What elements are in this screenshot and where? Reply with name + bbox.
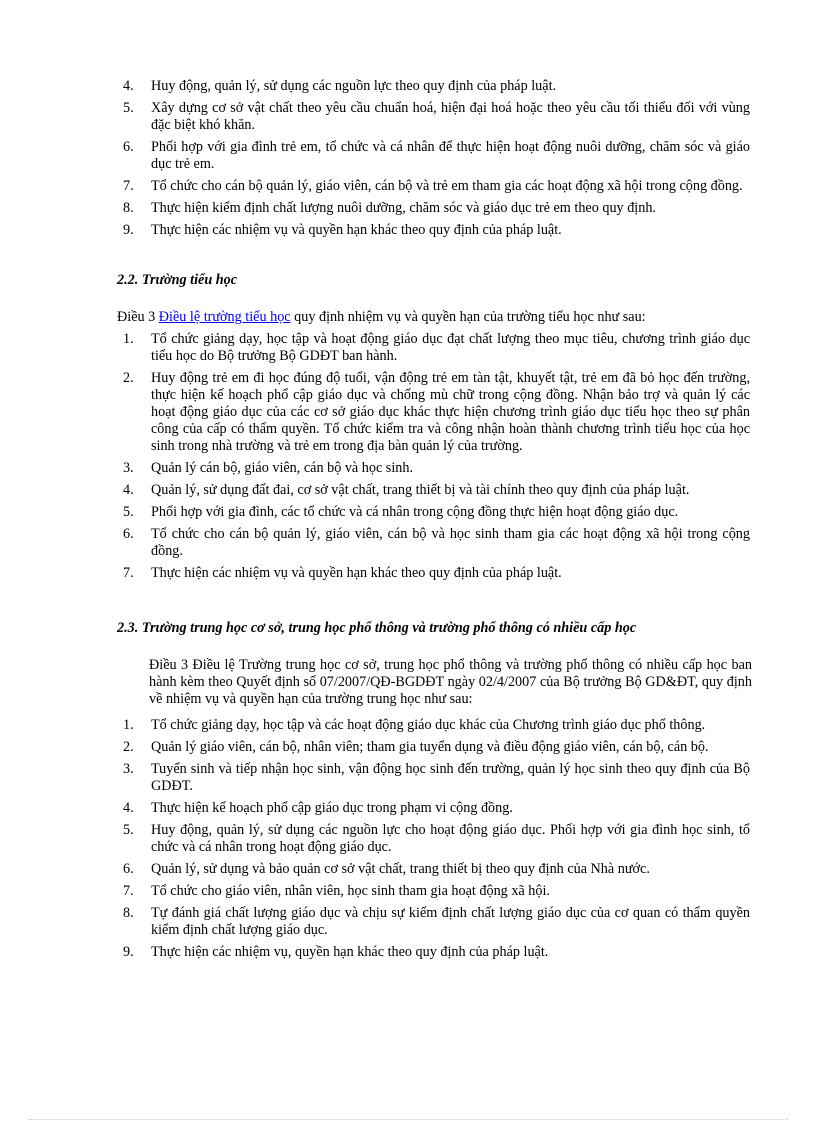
section-heading-primary-school: 2.2. Trường tiểu học [117,272,238,288]
item-number: 9. [123,944,134,960]
list-item [120,883,750,900]
item-number: 8. [123,905,134,921]
list-item [120,200,750,217]
section2-list [120,331,750,587]
item-number: 6. [123,861,134,877]
item-number: 5. [123,100,134,116]
item-text: Thực hiện các nhiệm vụ và quyền hạn khác theo quy định của pháp luật. [151,222,562,238]
item-text: Xây dựng cơ sở vật chất theo yêu cầu chuẩn hoá, hiện đại hoá hoặc theo yêu cầu tối thiểu đối với vùng đặc biệt khó khăn. [151,100,750,133]
section-heading-secondary-school: 2.3. Trường trung học cơ sở, trung học phổ thông và trường phổ thông có nhiều cấp học [117,620,637,636]
list-item [120,331,750,365]
item-number: 7. [123,178,134,194]
item-text: Huy động trẻ em đi học đúng độ tuổi, vận động trẻ em tàn tật, khuyết tật, trẻ em đã bỏ học đến trường, thực hiện kế hoạch phổ cập giáo dục và chống mù chữ trong cộng đồng. Nhận bảo trợ và quản lý các hoạt động giáo dục của các cơ sở giáo dục khác thực hiện chương trình giáo dục tiểu học theo sự phân công của cấp có thẩm quyền. Tổ chức kiểm tra và công nhận hoàn thành chương trình tiểu học của học sinh trong nhà trường và trẻ em trong địa bàn quản lý của trường. [151,370,750,454]
item-text: Tổ chức giảng dạy, học tập và hoạt động giáo dục đạt chất lượng theo mục tiêu, chương trình giáo dục tiểu học do Bộ trưởng Bộ GDĐT ban hành. [151,331,750,364]
item-text: Thực hiện các nhiệm vụ và quyền hạn khác theo quy định của pháp luật. [151,565,562,581]
item-number: 2. [123,370,134,386]
item-number: 7. [123,883,134,899]
item-text: Quản lý, sử dụng đất đai, cơ sở vật chất, trang thiết bị và tài chính theo quy định của pháp luật. [151,482,690,498]
item-number: 9. [123,222,134,238]
list-item [120,370,750,455]
item-number: 8. [123,200,134,216]
list-item [120,761,750,795]
item-text: Huy động, quản lý, sử dụng các nguồn lực cho hoạt động giáo dục. Phối hợp với gia đình học sinh, tổ chức và cá nhân trong hoạt động giáo dục. [151,822,750,855]
item-number: 3. [123,460,134,476]
intro-prefix: Điều 3 [117,309,159,325]
list-item [120,905,750,939]
item-text: Tự đánh giá chất lượng giáo dục và chịu sự kiểm định chất lượng giáo dục của cơ quan có thẩm quyền kiểm định chất lượng giáo dục. [151,905,750,938]
item-number: 1. [123,717,134,733]
item-text: Phối hợp với gia đình trẻ em, tổ chức và cá nhân để thực hiện hoạt động nuôi dưỡng, chăm sóc và giáo dục trẻ em. [151,139,750,172]
item-number: 4. [123,78,134,94]
item-text: Huy động, quản lý, sử dụng các nguồn lực theo quy định của pháp luật. [151,78,557,94]
list-item [120,739,750,756]
item-number: 6. [123,139,134,155]
item-number: 4. [123,482,134,498]
item-number: 7. [123,565,134,581]
list-item [120,526,750,560]
item-number: 4. [123,800,134,816]
item-text: Thực hiện kế hoạch phổ cập giáo dục trong phạm vi cộng đồng. [151,800,513,816]
list-item [120,78,750,95]
item-text: Thực hiện kiểm định chất lượng nuôi dưỡng, chăm sóc và giáo dục trẻ em theo quy định. [151,200,656,216]
list-item [120,944,750,961]
item-text: Quản lý cán bộ, giáo viên, cán bộ và học sinh. [151,460,414,476]
list-item [120,565,750,582]
section2-intro [117,309,753,326]
section1-list [120,78,750,244]
item-number: 5. [123,822,134,838]
item-text: Tổ chức cho cán bộ quản lý, giáo viên, cán bộ và học sinh tham gia các hoạt động xã hội trong cộng đồng. [151,526,750,559]
item-number: 1. [123,331,134,347]
item-text: Quản lý, sử dụng và bảo quản cơ sở vật chất, trang thiết bị theo quy định của Nhà nước. [151,861,650,877]
list-item [120,800,750,817]
section3-intro: Điều 3 Điều lệ Trường trung học cơ sở, trung học phổ thông và trường phổ thông có nhiều cấp học ban hành kèm theo Quyết định số 07/2007/QĐ-BGDĐT ngày 02/4/2007 của Bộ trưởng Bộ GD&ĐT, quy định về nhiệm vụ và quyền hạn của trường trung học như sau: [149,657,752,707]
list-item [120,139,750,173]
item-number: 5. [123,504,134,520]
list-item [120,717,750,734]
list-item [120,100,750,134]
list-item [120,482,750,499]
list-item [120,822,750,856]
item-number: 3. [123,761,134,777]
page-bottom-divider [28,1119,788,1120]
list-item [120,178,750,195]
list-item [120,504,750,521]
intro-suffix: quy định nhiệm vụ và quyền hạn của trường tiểu học như sau: [290,309,646,325]
list-item [120,222,750,239]
item-text: Tuyển sinh và tiếp nhận học sinh, vận động học sinh đến trường, quản lý học sinh theo quy định của Bộ GDĐT. [151,761,750,794]
item-text: Quản lý giáo viên, cán bộ, nhân viên; tham gia tuyển dụng và điều động giáo viên, cán bộ, cán bộ. [151,739,709,755]
primary-school-charter-link[interactable]: Điều lệ trường tiểu học [158,309,291,325]
section3-list [120,717,750,966]
item-text: Tổ chức cho cán bộ quản lý, giáo viên, cán bộ và trẻ em tham gia các hoạt động xã hội trong cộng đồng. [151,178,743,194]
item-text: Thực hiện các nhiệm vụ, quyền hạn khác theo quy định của pháp luật. [151,944,549,960]
item-text: Tổ chức giảng dạy, học tập và các hoạt động giáo dục khác của Chương trình giáo dục phổ thông. [151,717,706,733]
item-text: Phối hợp với gia đình, các tổ chức và cá nhân trong cộng đồng thực hiện hoạt động giáo dục. [151,504,679,520]
item-number: 6. [123,526,134,542]
item-text: Tổ chức cho giáo viên, nhân viên, học sinh tham gia hoạt động xã hội. [151,883,550,899]
list-item [120,460,750,477]
item-number: 2. [123,739,134,755]
list-item [120,861,750,878]
